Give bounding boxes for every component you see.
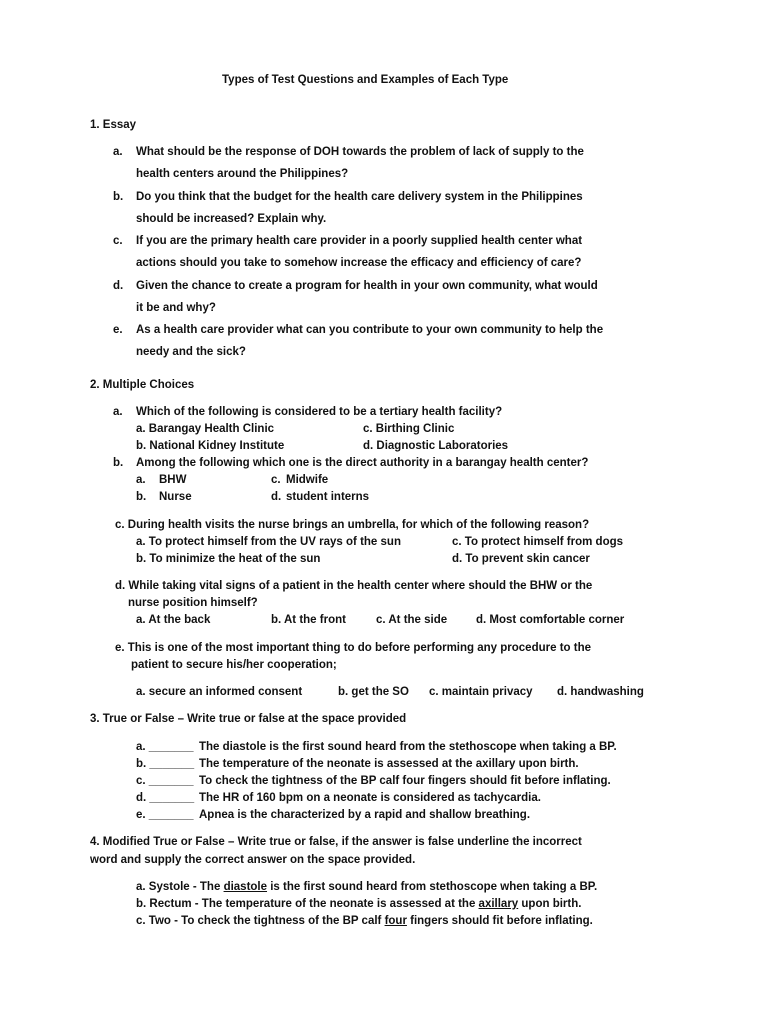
mc-d-question-line1: d. While taking vital signs of a patient in the health center where should the BHW or the (115, 580, 593, 592)
essay-item-c-letter: c. (113, 235, 123, 247)
tf-item-e-text: Apnea is the characterized by a rapid and shallow breathing. (199, 809, 531, 821)
mtf-item-a-after: is the first sound heard from stethoscope when taking a BP. (267, 881, 598, 893)
section-multiple-choice-heading: 2. Multiple Choices (90, 379, 195, 391)
mc-c-choice-c: c. To protect himself from dogs (452, 536, 624, 548)
mc-a-choice-d: d. Diagnostic Laboratories (363, 440, 509, 452)
section-essay-heading: 1. Essay (90, 119, 137, 131)
mtf-item-a-underlined-word: diastole (223, 881, 268, 893)
mc-c-choice-d: d. To prevent skin cancer (452, 553, 590, 565)
mc-b-choice-d-letter: d. (271, 491, 282, 503)
mc-b-choice-c-text: Midwife (286, 474, 329, 486)
essay-item-a-line2: health centers around the Philippines? (136, 168, 349, 180)
mc-b-choice-b-text: Nurse (159, 491, 192, 503)
tf-item-a-lead: a. _______ (136, 741, 194, 753)
mc-b-choice-a-text: BHW (159, 474, 187, 486)
mtf-item-c-before: c. Two - To check the tightness of the BP calf (136, 915, 385, 927)
mc-e-choice-d: d. handwashing (557, 686, 644, 698)
mc-c-question: c. During health visits the nurse brings an umbrella, for which of the following reason? (115, 519, 590, 531)
mc-e-question-line1: e. This is one of the most important thing to do before performing any procedure to the (115, 642, 591, 654)
section-modified-tf-heading-line1: 4. Modified True or False – Write true or false, if the answer is false underline the incorrect (90, 836, 582, 848)
tf-item-b-text: The temperature of the neonate is assessed at the axillary upon birth. (199, 758, 579, 770)
mc-e-choice-b: b. get the SO (338, 686, 409, 698)
mtf-item-a (136, 882, 597, 894)
essay-item-e-line2: needy and the sick? (136, 346, 246, 358)
mtf-item-c-underlined-word: four (384, 915, 407, 927)
mc-b-letter: b. (113, 457, 124, 469)
mtf-item-c-after: fingers should fit before inflating. (406, 915, 593, 927)
section-true-false-heading: 3. True or False – Write true or false at the space provided (90, 713, 407, 725)
tf-item-b-lead: b. _______ (136, 758, 195, 770)
mc-a-choice-c: c. Birthing Clinic (363, 423, 455, 435)
section-modified-tf-heading-line2: word and supply the correct answer on the space provided. (90, 854, 416, 866)
mc-b-choice-d-text: student interns (286, 491, 370, 503)
essay-item-a-line1: What should be the response of DOH towards the problem of lack of supply to the (136, 146, 584, 158)
mc-c-choice-b: b. To minimize the heat of the sun (136, 553, 321, 565)
mc-d-choice-d: d. Most comfortable corner (476, 614, 625, 626)
mtf-item-b-after: upon birth. (518, 898, 582, 910)
essay-item-e-letter: e. (113, 324, 123, 336)
mc-b-choice-b-letter: b. (136, 491, 147, 503)
mtf-item-a-before: a. Systole - The (136, 881, 224, 893)
tf-item-d-lead: d. _______ (136, 792, 195, 804)
mtf-item-b (136, 899, 581, 911)
mc-b-choice-c-letter: c. (271, 474, 281, 486)
tf-item-c-lead: c. _______ (136, 775, 194, 787)
essay-item-c-line2: actions should you take to somehow increase the efficacy and efficiency of care? (136, 257, 582, 269)
essay-item-e-line1: As a health care provider what can you contribute to your own community to help the (136, 324, 604, 336)
document-title: Types of Test Questions and Examples of Each Type (222, 74, 509, 86)
tf-item-d-text: The HR of 160 bpm on a neonate is considered as tachycardia. (199, 792, 541, 804)
tf-item-c-text: To check the tightness of the BP calf four fingers should fit before inflating. (199, 775, 611, 787)
tf-item-a-text: The diastole is the first sound heard from the stethoscope when taking a BP. (199, 741, 617, 753)
essay-item-b-letter: b. (113, 191, 124, 203)
essay-item-d-letter: d. (113, 280, 124, 292)
mc-d-choice-b: b. At the front (271, 614, 346, 626)
tf-item-e-lead: e. _______ (136, 809, 194, 821)
mc-b-choice-a-letter: a. (136, 474, 146, 486)
mtf-item-b-underlined-word: axillary (478, 898, 519, 910)
mc-c-choice-a: a. To protect himself from the UV rays of the sun (136, 536, 401, 548)
essay-item-b-line1: Do you think that the budget for the health care delivery system in the Philippines (136, 191, 583, 203)
mc-a-choice-b: b. National Kidney Institute (136, 440, 285, 452)
mc-d-choice-a: a. At the back (136, 614, 211, 626)
mtf-item-b-before: b. Rectum - The temperature of the neonate is assessed at the (136, 898, 479, 910)
mc-a-choice-a: a. Barangay Health Clinic (136, 423, 275, 435)
mc-e-question-line2: patient to secure his/her cooperation; (131, 659, 337, 671)
mc-d-choice-c: c. At the side (376, 614, 448, 626)
essay-item-b-line2: should be increased? Explain why. (136, 213, 327, 225)
mc-e-choice-a: a. secure an informed consent (136, 686, 303, 698)
mc-a-letter: a. (113, 406, 123, 418)
essay-item-d-line1: Given the chance to create a program for health in your own community, what would (136, 280, 598, 292)
mc-e-choice-c: c. maintain privacy (429, 686, 533, 698)
essay-item-a-letter: a. (113, 146, 123, 158)
essay-item-d-line2: it be and why? (136, 302, 216, 314)
mtf-item-c (136, 916, 593, 928)
mc-d-question-line2: nurse position himself? (128, 597, 258, 609)
mc-a-question: Which of the following is considered to be a tertiary health facility? (136, 406, 503, 418)
mc-b-question: Among the following which one is the direct authority in a barangay health center? (136, 457, 589, 469)
essay-item-c-line1: If you are the primary health care provider in a poorly supplied health center what (136, 235, 583, 247)
